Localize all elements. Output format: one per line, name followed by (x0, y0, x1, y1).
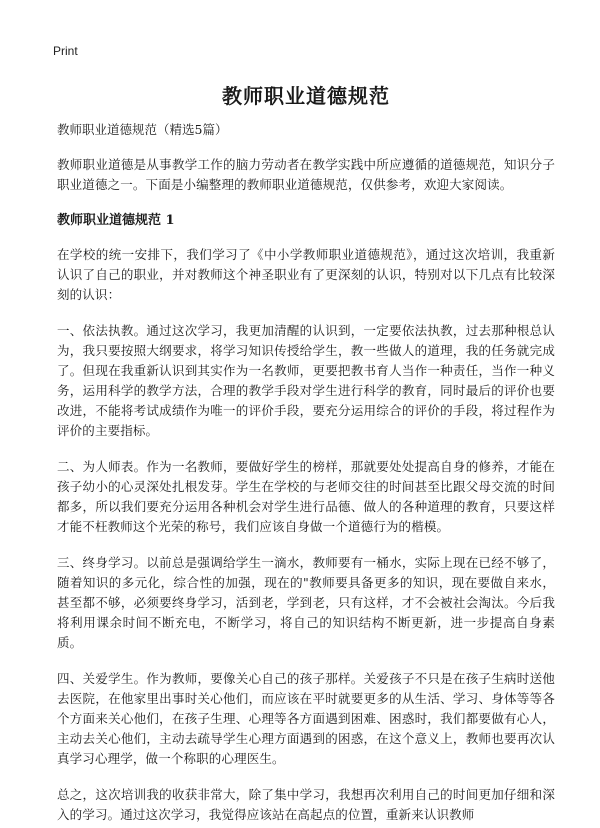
paragraph-6: 总之，这次培训我的收获非常大，除了集中学习，我想再次利用自己的时间更加仔细和深入的学习。通过这次学习，我觉得应该站在高起点的位置，重新来认识教师 (57, 787, 555, 822)
paragraph-4: 三、终身学习。以前总是强调给学生一滴水，教师要有一桶水，实际上现在已经不够了，随着知识的多元化，综合性的加强，现在的"教师要具备更多的知识，现在要做自来水，甚至都不够，必须要终身学习，活到老，学到老，只有这样，才不会被社会淘汰。今后我将利用课余时间不断充电，不断学习，将自己的知识结构不断更新，进一步提高自身素质。 (57, 555, 555, 650)
paragraph-3: 二、为人师表。作为一名教师，要做好学生的榜样，那就要处处提高自身的修养，才能在孩子幼小的心灵深处扎根发芽。学生在学校的与老师交往的时间甚至比跟父母交流的时间都多，所以我们要充分运用各种机会对学生进行品德、做人的各种道理的教育，只要这样才能不枉教师这个光荣的称号，我们应该自身做一个道德行为的楷模。 (57, 459, 555, 534)
paragraph-5: 四、关爱学生。作为教师，要像关心自己的孩子那样。关爱孩子不只是在孩子生病时送他去医院，在他家里出事时关心他们，而应该在平时就要更多的从生活、学习、身体等等各个方面来关心他们，在孩子生理、心理等各方面遇到困难、困惑时，我们都要做有心人，主动去关心他们，主动去疏导学生心理方面遇到的困惑，在这个意义上，教师也要再次认真学习心理学，做一个称职的心理医生。 (57, 671, 555, 766)
document-title: 教师职业道德规范 (222, 84, 390, 108)
document-subtitle: 教师职业道德规范（精选5篇） (57, 122, 228, 137)
paragraph-2: 一、依法执教。通过这次学习，我更加清醒的认识到，一定要依法执教，过去那种根总认为，我只要按照大纲要求，将学习知识传授给学生，教一些做人的道理，我的任务就完成了。但现在我重新认识到其实作为一名教师，更要把教书育人当作一种责任，当作一种义务，运用科学的教学方法，合理的教学手段对学生进行科学的教育，同时最后的评价也要改进，不能将考试成绩作为唯一的评价手段，要充分运用综合的评价的手段，将过程作为评价的主要指标。 (57, 323, 555, 438)
paragraph-1: 在学校的统一安排下，我们学习了《中小学教师职业道德规范》，通过这次培训，我重新认识了自己的职业，并对教师这个神圣职业有了更深刻的认识，特别对以下几点有比较深刻的认识： (57, 247, 555, 302)
intro-paragraph: 教师职业道德是从事教学工作的脑力劳动者在教学实践中所应遵循的道德规范，知识分子职业道德之一。下面是小编整理的教师职业道德规范，仅供参考，欢迎大家阅读。 (57, 157, 555, 192)
print-label[interactable]: Print (53, 44, 78, 58)
section-heading: 教师职业道德规范 1 (57, 213, 175, 228)
